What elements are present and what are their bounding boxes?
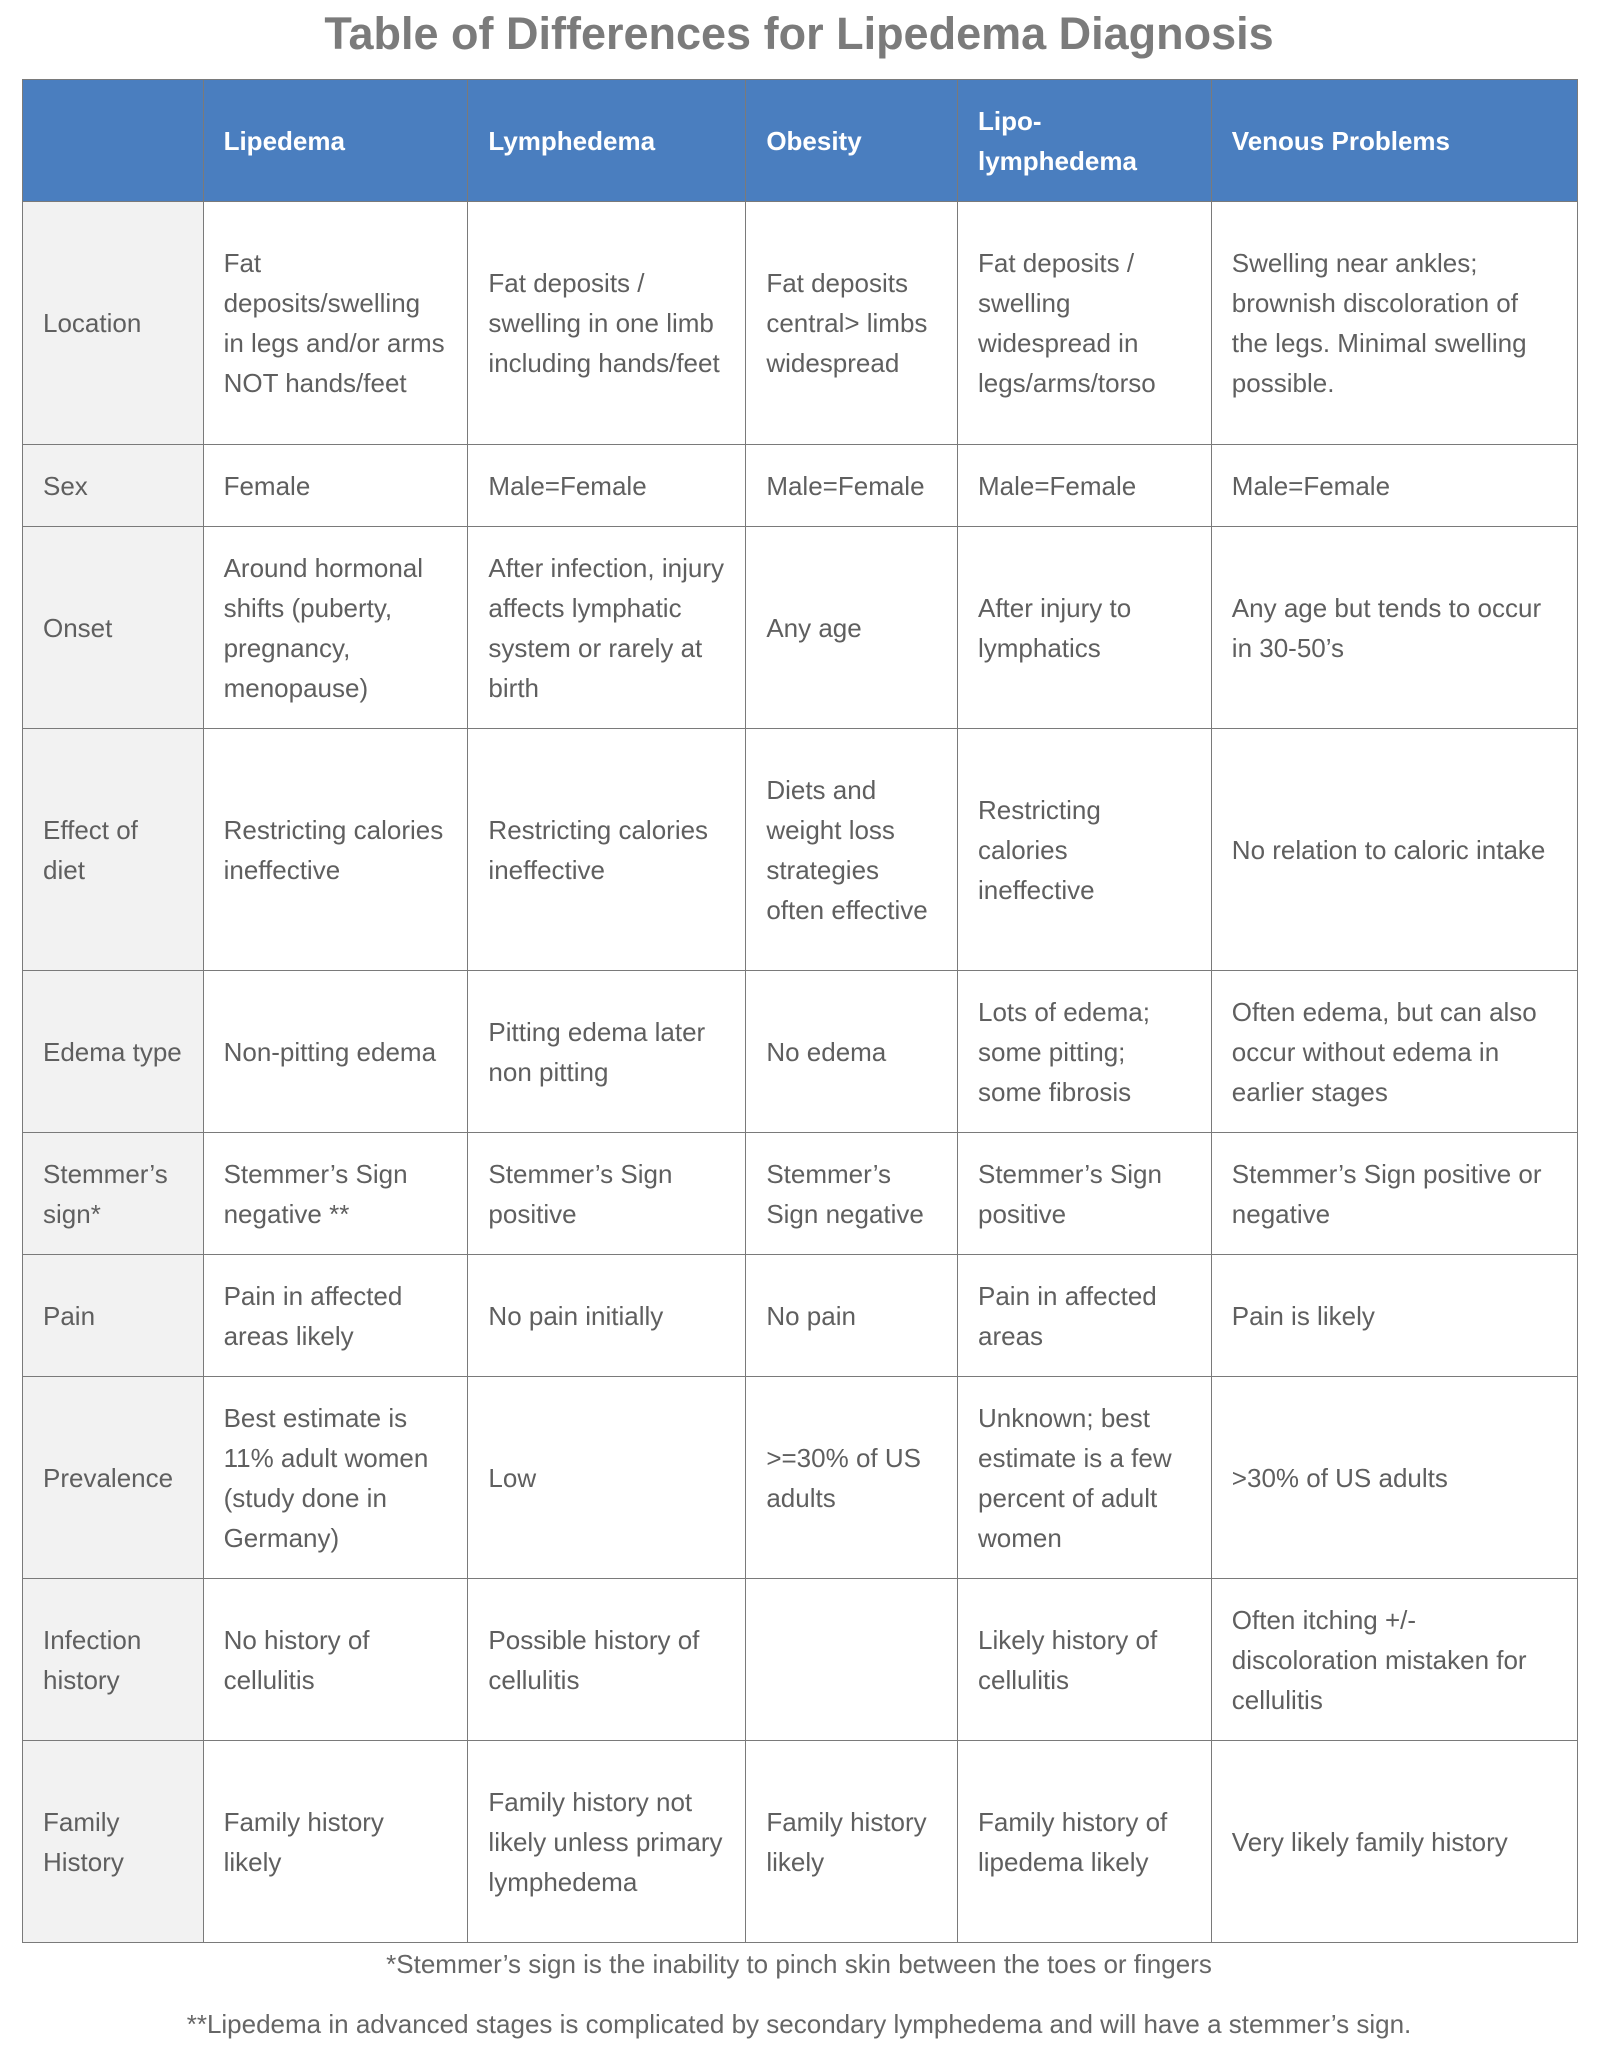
table-cell: After injury to lymphatics <box>957 527 1211 729</box>
row-header-stemmers-sign: Stemmer’s sign* <box>23 1133 204 1255</box>
row-header-effect-of-diet: Effect of diet <box>23 729 204 971</box>
table-cell: Unknown; best estimate is a few percent of adult women <box>957 1377 1211 1579</box>
table-cell: Likely history of cellulitis <box>957 1579 1211 1741</box>
table-cell: Lots of edema; some pitting; some fibrosis <box>957 971 1211 1133</box>
row-header-pain: Pain <box>23 1255 204 1377</box>
page-title: Table of Differences for Lipedema Diagnosis <box>324 8 1274 59</box>
table-cell: After infection, injury affects lymphatic system or rarely at birth <box>468 527 746 729</box>
table-row-prevalence <box>23 1377 1578 1579</box>
table-cell: Stemmer’s Sign positive <box>468 1133 746 1255</box>
table-cell: Around hormonal shifts (puberty, pregnancy, menopause) <box>203 527 468 729</box>
table-cell: Male=Female <box>746 445 958 527</box>
column-header-obesity: Obesity <box>746 80 958 202</box>
table-row-infection-history <box>23 1579 1578 1741</box>
table-row-pain <box>23 1255 1578 1377</box>
table-row-family-history <box>23 1741 1578 1943</box>
table-cell: Often edema, but can also occur without edema in earlier stages <box>1211 971 1577 1133</box>
table-cell: Family history likely <box>746 1741 958 1943</box>
table-cell: Low <box>468 1377 746 1579</box>
table-cell: Possible history of cellulitis <box>468 1579 746 1741</box>
header-row <box>23 80 1578 202</box>
table-row-stemmers-sign <box>23 1133 1578 1255</box>
table-cell: Family history likely <box>203 1741 468 1943</box>
table-cell: Stemmer’s Sign negative <box>746 1133 958 1255</box>
table-cell <box>746 1579 958 1741</box>
corner-cell <box>23 80 204 202</box>
table-cell: Swelling near ankles; brownish discoloration of the legs. Minimal swelling possible. <box>1211 202 1577 445</box>
table-cell: Any age but tends to occur in 30-50’s <box>1211 527 1577 729</box>
table-cell: Pain in affected areas <box>957 1255 1211 1377</box>
row-header-onset: Onset <box>23 527 204 729</box>
table-cell: Restricting calories ineffective <box>203 729 468 971</box>
table-cell: Restricting calories ineffective <box>957 729 1211 971</box>
row-header-infection-history: Infection history <box>23 1579 204 1741</box>
table-cell: Pain is likely <box>1211 1255 1577 1377</box>
table-row-location <box>23 202 1578 445</box>
table-cell: Fat deposits / swelling in one limb including hands/feet <box>468 202 746 445</box>
table-cell: No history of cellulitis <box>203 1579 468 1741</box>
column-header-lipo-lymphedema: Lipo- lymphedema <box>957 80 1211 202</box>
row-header-prevalence: Prevalence <box>23 1377 204 1579</box>
column-header-venous-problems: Venous Problems <box>1211 80 1577 202</box>
table-row-edema-type <box>23 971 1578 1133</box>
table-cell: Pain in affected areas likely <box>203 1255 468 1377</box>
table-cell: Male=Female <box>1211 445 1577 527</box>
row-header-edema-type: Edema type <box>23 971 204 1133</box>
table-cell: No relation to caloric intake <box>1211 729 1577 971</box>
row-header-sex: Sex <box>23 445 204 527</box>
table-cell: Family history not likely unless primary lymphedema <box>468 1741 746 1943</box>
table-cell: Stemmer’s Sign positive <box>957 1133 1211 1255</box>
table-cell: Stemmer’s Sign positive or negative <box>1211 1133 1577 1255</box>
column-header-lipedema: Lipedema <box>203 80 468 202</box>
table-cell: Female <box>203 445 468 527</box>
table-cell: >30% of US adults <box>1211 1377 1577 1579</box>
table-cell: Any age <box>746 527 958 729</box>
table-cell: >=30% of US adults <box>746 1377 958 1579</box>
table-cell: Restricting calories ineffective <box>468 729 746 971</box>
table-cell: Male=Female <box>468 445 746 527</box>
table-cell: Often itching +/- discoloration mistaken for cellulitis <box>1211 1579 1577 1741</box>
table-cell: Fat deposits / swelling widespread in legs/arms/torso <box>957 202 1211 445</box>
table-cell: Male=Female <box>957 445 1211 527</box>
table-cell: Family history of lipedema likely <box>957 1741 1211 1943</box>
table-cell: Very likely family history <box>1211 1741 1577 1943</box>
table-row-onset <box>23 527 1578 729</box>
table-cell: Pitting edema later non pitting <box>468 971 746 1133</box>
table-cell: Fat deposits central> limbs widespread <box>746 202 958 445</box>
table-cell: No edema <box>746 971 958 1133</box>
row-header-family-history: Family History <box>23 1741 204 1943</box>
row-header-location: Location <box>23 202 204 445</box>
footnote-stemmers-sign: *Stemmer’s sign is the inability to pinch skin between the toes or fingers <box>386 1949 1212 1979</box>
table-cell: Diets and weight loss strategies often effective <box>746 729 958 971</box>
table-cell: No pain initially <box>468 1255 746 1377</box>
table-cell: No pain <box>746 1255 958 1377</box>
table-cell: Non-pitting edema <box>203 971 468 1133</box>
differences-table <box>22 79 1578 1943</box>
table-row-sex <box>23 445 1578 527</box>
footnote-advanced-lipedema: **Lipedema in advanced stages is complicated by secondary lymphedema and will have a stemmer’s sign. <box>186 2009 1412 2039</box>
table-cell: Stemmer’s Sign negative ** <box>203 1133 468 1255</box>
column-header-lymphedema: Lymphedema <box>468 80 746 202</box>
table-row-effect-of-diet <box>23 729 1578 971</box>
table-cell: Fat deposits/swelling in legs and/or arms NOT hands/feet <box>203 202 468 445</box>
table-cell: Best estimate is 11% adult women (study done in Germany) <box>203 1377 468 1579</box>
